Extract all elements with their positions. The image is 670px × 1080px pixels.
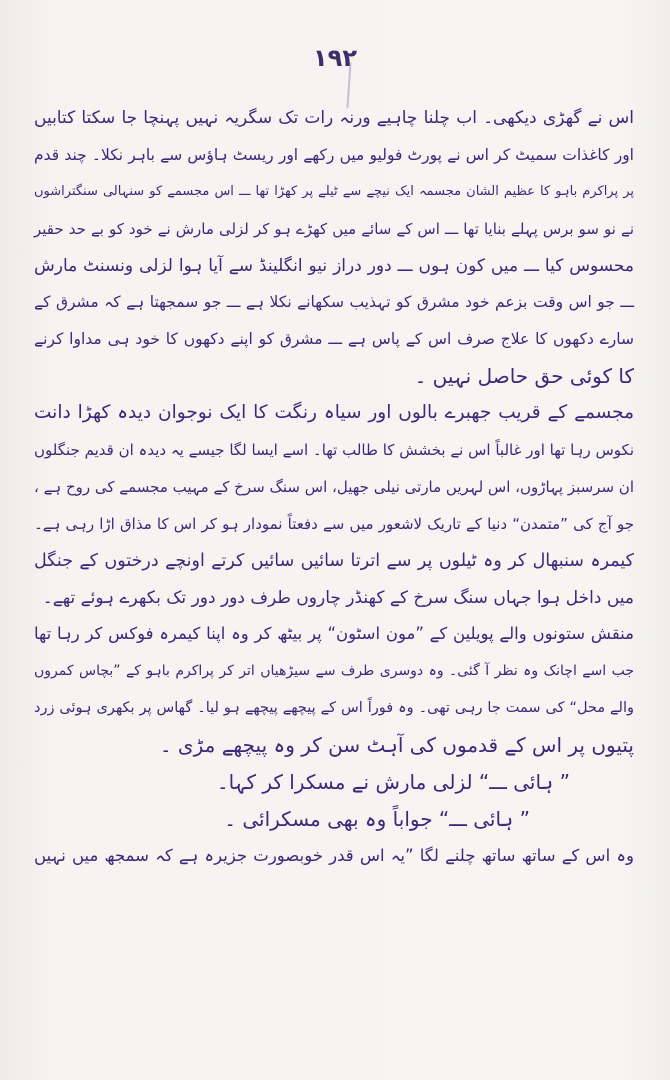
text-line: ان سرسبز پہاڑوں، اس لہریں مارتی نیلی جھیل، اس سنگ سرخ کے مہیب مجسمے کی روح ہے ، xyxy=(34,477,634,496)
text-line: کا کوئی حق حاصل نہیں ۔ xyxy=(414,364,634,389)
page-number: ۱۹۲ xyxy=(313,44,357,72)
text-line: وہ اس کے ساتھ ساتھ چلنے لگا ”یہ اس قدر خوبصورت جزیرہ ہے کہ سمجھ میں نہیں xyxy=(34,845,634,865)
text-line: مجسمے کے قریب جھبرے بالوں اور سیاہ رنگت کا ایک نوجوان دیدہ کھڑا دانت xyxy=(34,402,634,424)
text-line: پر پراکرم باہو کا عظیم الشان مجسمہ ایک نیچے سے ٹیلے پر کھڑا تھا ـــ اس مجسمے کو سنہالی سنگتراشوں xyxy=(34,183,634,199)
dialogue-line: ” ہائی ـــ“ لزلی مارش نے مسکرا کر کہا۔ xyxy=(216,770,570,795)
text-line: سارے دکھوں کا علاج صرف اس کے پاس ہے ـــ مشرق کو اپنے دکھوں کا خود ہی مداوا کرنے xyxy=(34,330,634,349)
body-text xyxy=(28,100,640,875)
text-line: نے نو سو برس پہلے بنایا تھا ـــ اس کے سائے میں کھڑے ہو کر لزلی مارش نے خود کو بے حد حقیر xyxy=(34,219,634,238)
text-line: جو آج کی ”متمدن“ دنیا کے تاریک لاشعور میں سے دفعتاً نمودار ہو کر اس کا مذاق اڑا رہی ہے۔ xyxy=(34,514,634,533)
text-line: میں داخل ہوا جہاں سنگ سرخ کے کھنڈر چاروں طرف دور دور تک بکھرے ہوئے تھے۔ xyxy=(42,587,634,608)
text-line: محسوس کیا ـــ میں کون ہوں ـــ دور دراز نیو انگلینڈ سے آیا ہوا لزلی ونسنٹ مارش xyxy=(34,255,634,276)
text-line: کیمرہ سنبھال کر وہ ٹیلوں پر سے اترتا سائیں سائیں کرتے اونچے درختوں کے جنگل xyxy=(34,550,634,571)
text-line: پتیوں پر اس کے قدموں کی آہٹ سن کر وہ پیچھے مڑی ۔ xyxy=(159,733,634,758)
dialogue-line: ” ہائی ـــ“ جواباً وہ بھی مسکرائی ۔ xyxy=(224,806,530,831)
text-line: اور کاغذات سمیٹ کر اس نے پورٹ فولیو میں رکھے اور ریسٹ ہاؤس سے باہر نکلا۔ چند قدم xyxy=(34,145,634,164)
text-line: والے محل“ کی سمت جا رہی تھی۔ وہ فوراً اس کے پیچھے پیچھے ہو لیا۔ گھاس پر بکھری ہوئی زرد xyxy=(34,700,634,717)
text-line: اس نے گھڑی دیکھی۔ اب چلنا چاہیے ورنہ رات تک سگریہ نہیں پہنچا جا سکتا کتابیں xyxy=(34,108,634,128)
text-line: منقش ستونوں والے پویلین کے ”مون اسٹون“ پر بیٹھ کر وہ اپنا کیمرہ فوکس کر رہا تھا xyxy=(34,624,634,644)
text-line: جب اسے اچانک وہ نظر آ گئی۔ وہ دوسری طرف سے سیڑھیاں اتر کر پراکرم باہو کے ”بچاس کمروں xyxy=(34,663,634,680)
text-line: نکوس رہا تھا اور غالباً اس نے بخشش کا طالب تھا۔ اسے ایسا لگا جیسے یہ دیدہ ان قدیم جنگلوں xyxy=(34,441,634,460)
text-line: ـــ جو اس وقت بزعم خود مشرق کو تہذیب سکھانے نکلا ہے ـــ جو سمجھتا ہے کہ مشرق کے xyxy=(34,293,634,312)
